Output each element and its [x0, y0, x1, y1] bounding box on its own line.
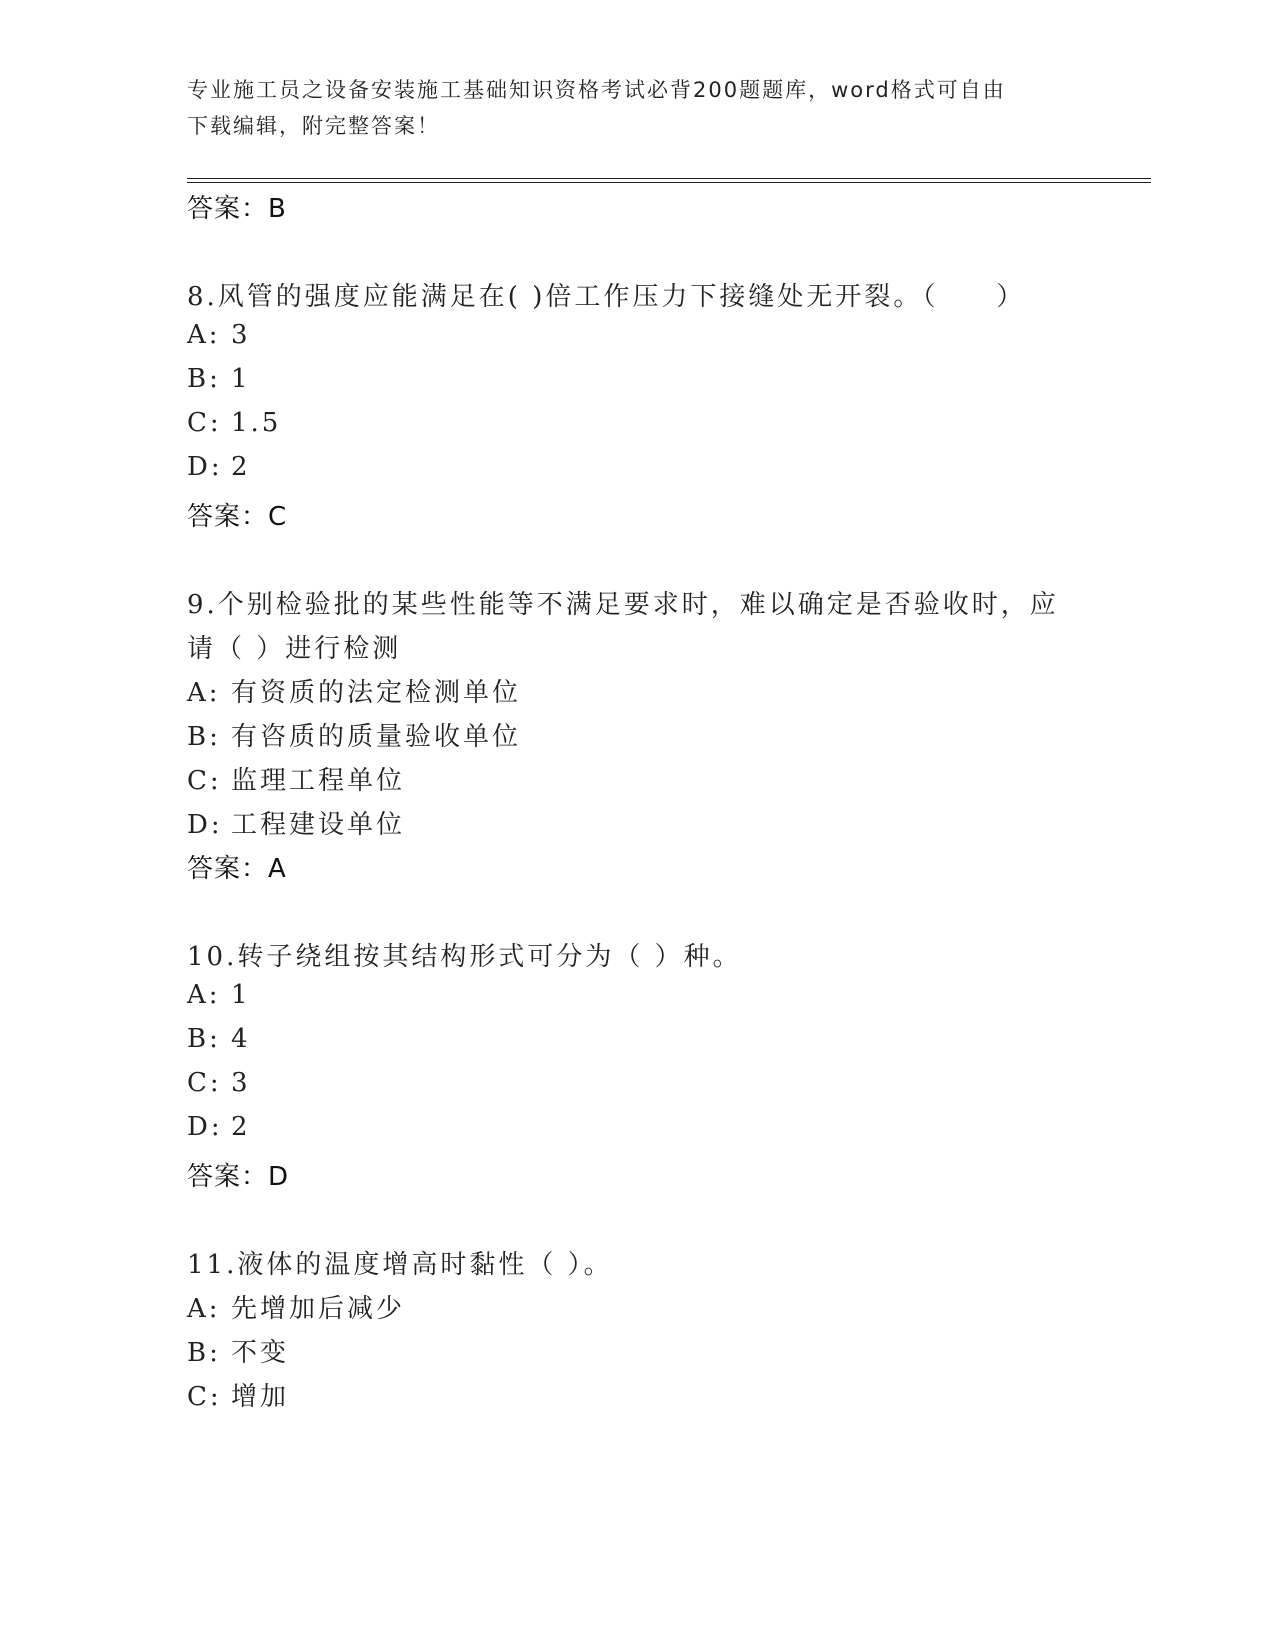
option-letter: A:: [187, 980, 221, 1010]
option-text: 不变: [231, 1338, 290, 1368]
option-text: 4: [231, 1024, 251, 1054]
option-letter: D:: [187, 452, 223, 482]
question-11-option-c: [187, 1376, 289, 1413]
header-divider-top: [187, 178, 1151, 179]
question-11-stem: 11.液体的温度增高时黏性（ ）。: [187, 1250, 613, 1280]
question-9-answer: 答案：A: [187, 854, 287, 884]
previous-answer: 答案：B: [187, 194, 287, 224]
question-10-stem: 10.转子绕组按其结构形式可分为（ ）种。: [187, 942, 742, 972]
question-10-option-d: [187, 1112, 251, 1142]
option-letter: D:: [187, 1112, 223, 1142]
header-line-2: 下载编辑，附完整答案！: [187, 114, 440, 138]
option-letter: D:: [187, 810, 223, 840]
question-8-option-a: [187, 320, 251, 350]
option-text: 有资质的法定检测单位: [231, 678, 522, 708]
option-letter: C:: [187, 1382, 222, 1412]
question-9-option-a: [187, 672, 521, 709]
question-10-option-c: [187, 1068, 251, 1098]
option-text: 3: [231, 1068, 251, 1098]
option-letter: A:: [187, 678, 221, 708]
header-line-1: 专业施工员之设备安装施工基础知识资格考试必背200题题库，word格式可自由: [187, 78, 1006, 102]
question-10-option-a: [187, 980, 251, 1010]
document-header: [187, 72, 1067, 144]
question-10-option-b: [187, 1024, 251, 1054]
option-letter: B:: [187, 1338, 221, 1368]
option-letter: C:: [187, 766, 222, 796]
option-text: 2: [231, 1112, 251, 1142]
option-text: 监理工程单位: [231, 766, 406, 796]
question-10-answer: 答案：D: [187, 1162, 290, 1192]
option-letter: B:: [187, 1024, 221, 1054]
option-letter: C:: [187, 1068, 222, 1098]
option-text: 工程建设单位: [231, 810, 406, 840]
option-text: 先增加后减少: [231, 1294, 406, 1324]
question-8-option-d: [187, 452, 251, 482]
option-text: 3: [231, 320, 251, 350]
option-text: 1: [231, 980, 251, 1010]
option-text: 增加: [231, 1382, 290, 1412]
option-letter: A:: [187, 1294, 221, 1324]
option-letter: A:: [187, 320, 221, 350]
question-8-option-c: [187, 408, 281, 438]
option-letter: B:: [187, 722, 221, 752]
option-text: 2: [231, 452, 251, 482]
question-8-option-b: [187, 364, 251, 394]
question-9-option-c: [187, 760, 405, 797]
question-9-option-d: [187, 804, 405, 841]
option-text: 1.5: [231, 408, 282, 438]
option-letter: B:: [187, 364, 221, 394]
question-9-stem-line-2: 请（ ）进行检测: [187, 634, 402, 664]
option-text: 1: [231, 364, 251, 394]
option-letter: C:: [187, 408, 222, 438]
question-9-stem-line-1: 9.个别检验批的某些性能等不满足要求时，难以确定是否验收时，应: [187, 590, 1059, 620]
header-divider-bottom: [187, 182, 1151, 183]
question-8-stem: 8.风管的强度应能满足在( )倍工作压力下接缝处无开裂。（ ）: [187, 282, 1026, 312]
question-8-answer: 答案：C: [187, 502, 288, 532]
question-11-option-a: [187, 1288, 405, 1325]
question-9-option-b: [187, 716, 521, 753]
question-11-option-b: [187, 1332, 289, 1369]
option-text: 有咨质的质量验收单位: [231, 722, 522, 752]
